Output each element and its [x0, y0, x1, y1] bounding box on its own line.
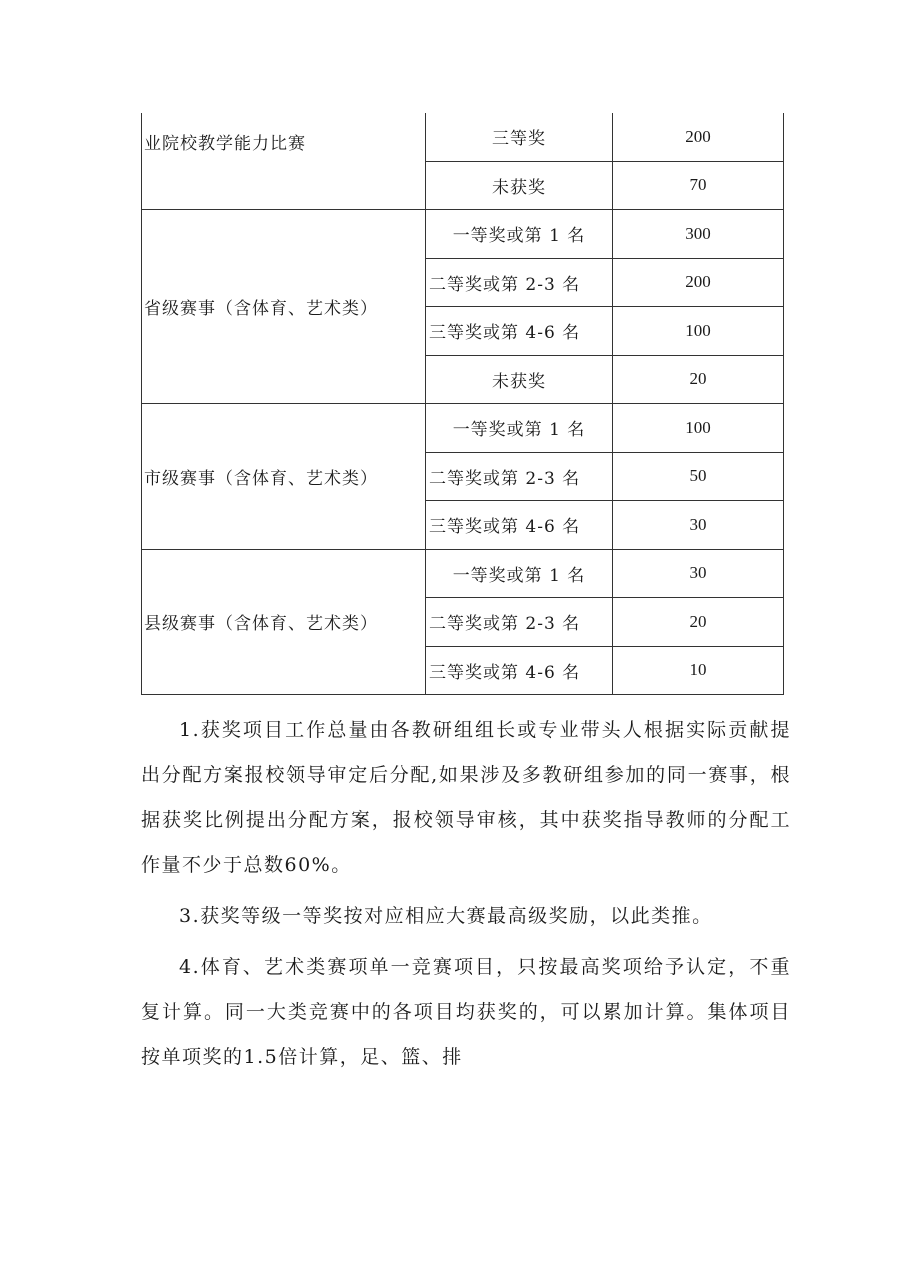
award-level-cell: 三等奖或第 4-6 名 — [426, 307, 613, 356]
points-cell: 100 — [613, 404, 784, 453]
table-row — [142, 210, 784, 259]
award-level-cell: 二等奖或第 2-3 名 — [426, 452, 613, 501]
category-cell: 市级赛事（含体育、艺术类） — [142, 404, 426, 550]
points-cell: 10 — [613, 646, 784, 695]
award-level-cell: 三等奖或第 4-6 名 — [426, 501, 613, 550]
note-paragraph-1: 1.获奖项目工作总量由各教研组组长或专业带头人根据实际贡献提出分配方案报校领导审定后分配,如果涉及多教研组参加的同一赛事，根据获奖比例提出分配方案，报校领导审核，其中获奖指导教师的分配工作量不少于总数60%。 — [141, 719, 791, 876]
points-cell: 200 — [613, 113, 784, 161]
category-cell: 省级赛事（含体育、艺术类） — [142, 210, 426, 404]
award-level-cell: 三等奖或第 4-6 名 — [426, 646, 613, 695]
note-paragraph-3: 3.获奖等级一等奖按对应相应大赛最高级奖励，以此类推。 — [179, 905, 713, 927]
award-level-cell: 二等奖或第 2-3 名 — [426, 598, 613, 647]
points-cell: 30 — [613, 549, 784, 598]
points-cell: 100 — [613, 307, 784, 356]
table-row — [142, 404, 784, 453]
category-cell: 县级赛事（含体育、艺术类） — [142, 549, 426, 695]
award-points-table — [141, 113, 784, 695]
notes-section — [141, 708, 791, 1080]
award-level-cell: 二等奖或第 2-3 名 — [426, 258, 613, 307]
award-level-cell: 一等奖或第 1 名 — [426, 210, 613, 259]
points-cell: 50 — [613, 452, 784, 501]
award-level-cell: 未获奖 — [426, 355, 613, 404]
points-cell: 30 — [613, 501, 784, 550]
table-row — [142, 549, 784, 598]
award-level-cell: 一等奖或第 1 名 — [426, 404, 613, 453]
points-cell: 200 — [613, 258, 784, 307]
table-row — [142, 113, 784, 161]
points-cell: 20 — [613, 355, 784, 404]
award-level-cell: 一等奖或第 1 名 — [426, 549, 613, 598]
note-paragraph-4: 4.体育、艺术类赛项单一竞赛项目，只按最高奖项给予认定，不重复计算。同一大类竞赛中的各项目均获奖的，可以累加计算。集体项目按单项奖的1.5倍计算，足、篮、排 — [141, 956, 791, 1068]
category-cell: 业院校教学能力比赛 — [142, 113, 426, 210]
points-cell: 300 — [613, 210, 784, 259]
points-cell: 70 — [613, 161, 784, 210]
points-cell: 20 — [613, 598, 784, 647]
award-level-cell: 未获奖 — [426, 161, 613, 210]
award-level-cell: 三等奖 — [426, 113, 613, 161]
